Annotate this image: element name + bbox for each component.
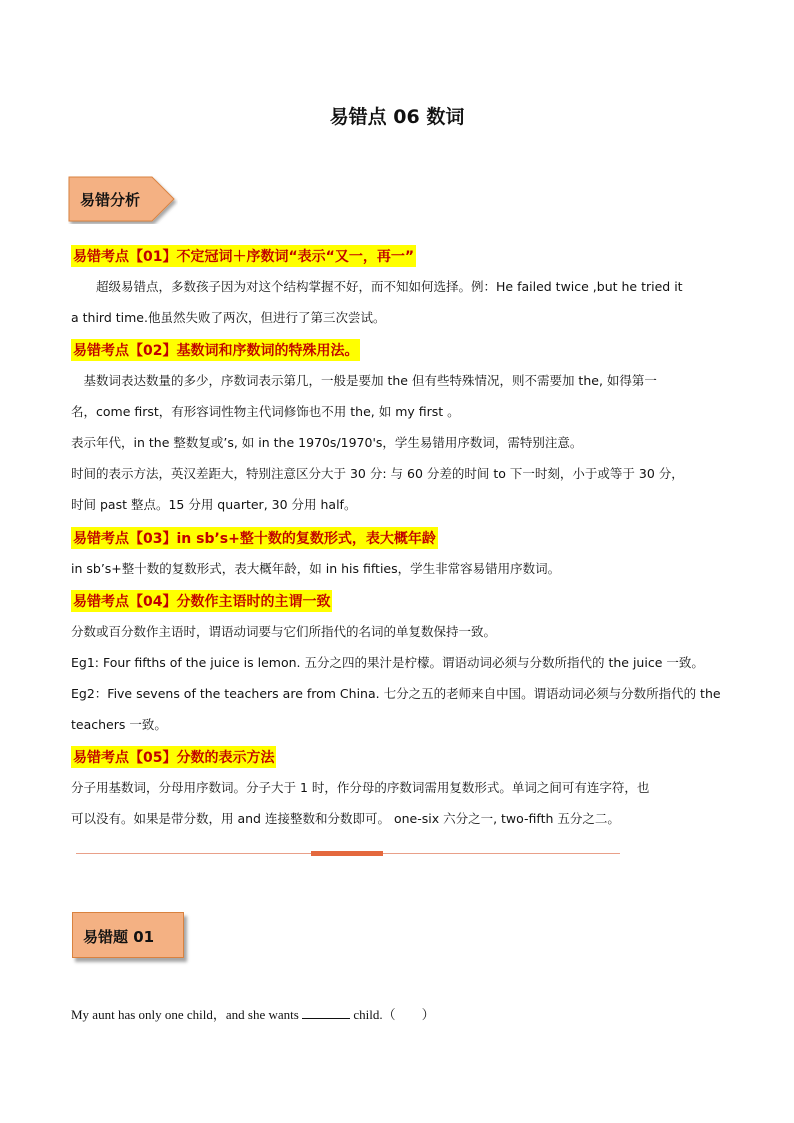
point-line: 表示年代，in the 整数复或’s, 如 in the 1970s/1970's，学生易错用序数词，需特别注意。	[71, 435, 583, 450]
question-label-box	[72, 912, 184, 958]
point-heading-04: 易错考点【04】分数作主语时的主谓一致	[71, 590, 332, 612]
point-line: 时间的表示方法，英汉差距大，特别注意区分大于 30 分: 与 60 分差的时间 to 下一时刻，小于或等于 30 分，	[71, 466, 684, 481]
question-label: 易错题 01	[83, 928, 155, 946]
point-heading-05: 易错考点【05】分数的表示方法	[71, 746, 276, 768]
point-line: Eg1: Four fifths of the juice is lemon. 五分之四的果汁是柠檬。谓语动词必须与分数所指代的 the juice 一致。	[71, 655, 704, 670]
point-heading-01: 易错考点【01】不定冠词＋序数词“表示“又一，再一”	[71, 245, 416, 267]
point-line: Eg2：Five sevens of the teachers are from China. 七分之五的老师来自中国。谓语动词必须与分数所指代的 the	[71, 686, 721, 701]
point-line: 可以没有。如果是带分数，用 and 连接整数和分数即可。 one-six 六分之一, two-fifth 五分之二。	[71, 811, 620, 826]
point-line: 超级易错点，多数孩子因为对这个结构掌握不好，而不知如何选择。例：He failed twice ,but he tried it	[71, 279, 683, 294]
question-text-before: My aunt has only one child，and she wants	[71, 1007, 303, 1022]
point-line: 分子用基数词，分母用序数词。分子大于 1 时，作分母的序数词需用复数形式。单词之间可有连字符，也	[71, 780, 650, 795]
section-label: 易错分析	[80, 191, 141, 209]
point-line: 时间 past 整点。15 分用 quarter, 30 分用 half。	[71, 497, 357, 512]
divider-accent	[311, 851, 383, 856]
point-line: 基数词表达数量的多少，序数词表示第几，一般是要加 the 但有些特殊情况，则不需要加 the, 如得第一	[71, 373, 657, 388]
point-line: 名，come first，有形容词性物主代词修饰也不用 the, 如 my first 。	[71, 404, 460, 419]
point-line: teachers 一致。	[71, 717, 167, 732]
point-heading-02: 易错考点【02】基数词和序数词的特殊用法。	[71, 339, 360, 361]
question-text-after: child.（ ）	[350, 1007, 435, 1022]
point-line: a third time.他虽然失败了两次，但进行了第三次尝试。	[71, 310, 386, 325]
question-text	[71, 1004, 435, 1023]
answer-blank[interactable]	[302, 1006, 350, 1019]
point-line: in sb’s+整十数的复数形式，表大概年龄，如 in his fifties，学生非常容易错用序数词。	[71, 561, 561, 576]
point-heading-03: 易错考点【03】in sb’s+整十数的复数形式，表大概年龄	[71, 527, 438, 549]
page-title: 易错点 06 数词	[329, 106, 465, 128]
point-line: 分数或百分数作主语时，谓语动词要与它们所指代的名词的单复数保持一致。	[71, 624, 497, 639]
